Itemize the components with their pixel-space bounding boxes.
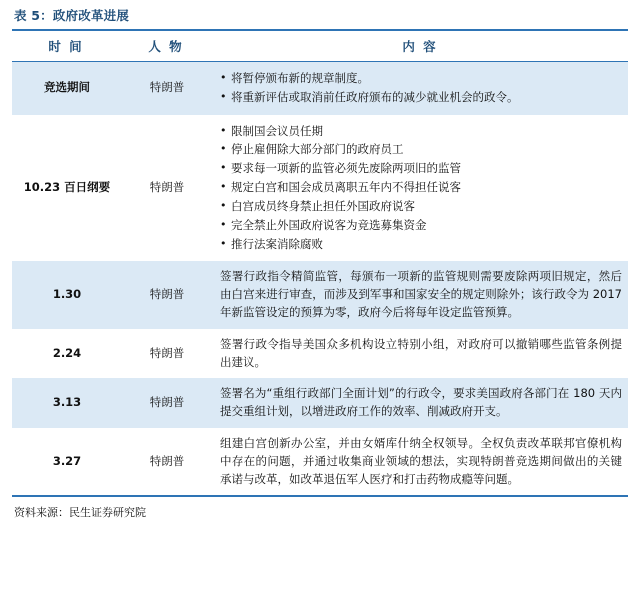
cell-person: 特朗普: [120, 378, 212, 428]
bullet-item: • 要求每一项新的监管必须先废除两项旧的监管: [220, 160, 622, 178]
cell-person: 特朗普: [120, 329, 212, 379]
table-header: [12, 31, 628, 62]
table-caption: 表 5：政府改革进展: [14, 8, 130, 23]
cell-time: 1.30: [12, 261, 120, 328]
bullet-item: • 将暂停颁布新的规章制度。: [220, 70, 622, 88]
government-reform-table: [12, 31, 628, 495]
content-paragraph: 组建白宫创新办公室，并由女婿库什纳全权领导。全权负责改革联邦官僚机构中存在的问题，并通过收集商业领域的想法，实现特朗普竞选期间做出的关键承诺与改革，如改革退伍军人医疗和打击药物成瘾等问题。: [220, 436, 622, 486]
bullet-item: • 白宫成员终身禁止担任外国政府说客: [220, 198, 622, 216]
bullet-item: • 完全禁止外国政府说客为竞选募集资金: [220, 217, 622, 235]
cell-content: [212, 261, 628, 328]
content-paragraph: 签署行政令指导美国众多机构设立特别小组，对政府可以撤销哪些监管条例提出建议。: [220, 336, 622, 369]
cell-content: [212, 378, 628, 428]
cell-person: 特朗普: [120, 115, 212, 262]
bullet-item: • 将重新评估或取消前任政府颁布的减少就业机会的政令。: [220, 89, 622, 107]
cell-time: 3.27: [12, 428, 120, 495]
bullet-list: [220, 123, 622, 254]
table-body: [12, 62, 628, 496]
cell-person: 特朗普: [120, 428, 212, 495]
column-header-time: 时 间: [12, 31, 120, 62]
cell-time: 竞选期间: [12, 62, 120, 115]
cell-content: [212, 62, 628, 115]
table-row: [12, 115, 628, 262]
bullet-item: • 推行法案消除腐败: [220, 236, 622, 254]
bullet-item: • 规定白宫和国会成员离职五年内不得担任说客: [220, 179, 622, 197]
table-row: [12, 428, 628, 495]
table-row: [12, 62, 628, 115]
bullet-item: • 停止雇佣除大部分部门的政府员工: [220, 141, 622, 159]
cell-time: 3.13: [12, 378, 120, 428]
cell-time: 10.23 百日纲要: [12, 115, 120, 262]
table-header-row: [12, 31, 628, 62]
table-row: [12, 261, 628, 328]
bullet-list: [220, 70, 622, 107]
cell-content: [212, 329, 628, 379]
cell-person: 特朗普: [120, 62, 212, 115]
source-note: 资料来源：民生证券研究院: [14, 505, 146, 519]
cell-time: 2.24: [12, 329, 120, 379]
table-row: [12, 378, 628, 428]
cell-content: [212, 428, 628, 495]
table-row: [12, 329, 628, 379]
column-header-content: 内 容: [212, 31, 628, 62]
content-paragraph: 签署名为“重组行政部门全面计划”的行政令，要求美国政府各部门在 180 天内提交重组计划，以增进政府工作的效率、削减政府开支。: [220, 386, 622, 419]
cell-person: 特朗普: [120, 261, 212, 328]
column-header-person: 人 物: [120, 31, 212, 62]
content-paragraph: 签署行政指令精简监管，每颁布一项新的监管规则需要废除两项旧规定，然后由白宫来进行审查，而涉及到军事和国家安全的规定则除外；该行政令为 2017 年新监管设定的预算为零，政府今后将每年设定监管预算。: [220, 269, 622, 319]
cell-content: [212, 115, 628, 262]
bullet-item: • 限制国会议员任期: [220, 123, 622, 141]
